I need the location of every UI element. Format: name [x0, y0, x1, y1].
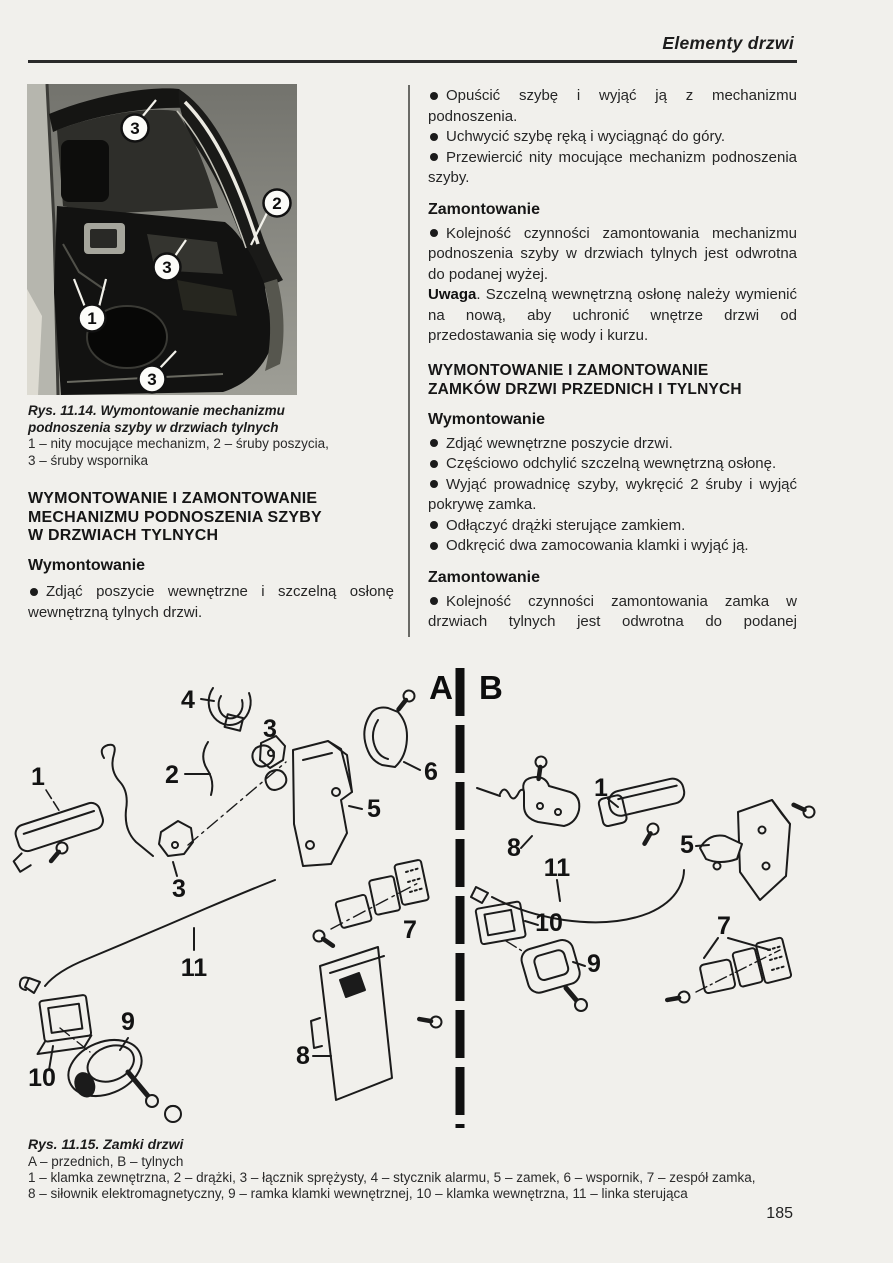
right-heading-line2: ZAMKÓW DRZWI PRZEDNICH I TYLNYCH: [428, 380, 742, 398]
left-section-heading: [28, 490, 404, 546]
label-a-4: 4: [181, 686, 195, 714]
label-a-7: 7: [403, 916, 417, 944]
section-a-art: [4, 688, 443, 1122]
label-b-11: 11: [543, 854, 571, 882]
fig-11-14-legend-line1: 1 – nity mocujące mechanizm, 2 – śruby poszycia,: [28, 436, 329, 451]
section-b-art: [471, 756, 816, 1011]
label-a-3-upper: 3: [263, 715, 277, 743]
section-label-b: B: [479, 669, 503, 706]
door-photo-art: [27, 84, 297, 395]
label-a-6: 6: [424, 758, 438, 786]
left-heading-line3: W DRZWIACH TYLNYCH: [28, 527, 219, 544]
install-bullet: Kolejność czynności zamontowania mechanizmu podnoszenia szyby w drzwiach tylnych jest odwrotna do podanej wyżej.: [428, 224, 797, 283]
left-heading-line2: MECHANIZMU PODNOSZENIA SZYBY: [28, 508, 322, 526]
callout-2-num: 2: [272, 194, 282, 213]
right-bullet-3: Przewiercić nity mocujące mechanizm podnoszenia szyby.: [428, 148, 797, 186]
bullet-icon: [430, 480, 438, 488]
label-a-5: 5: [367, 795, 381, 823]
callout-3-bottom-num: 3: [147, 370, 157, 389]
right-bullet-1: Opuścić szybę i wyjąć ją z mechanizmu podnoszenia.: [428, 87, 797, 125]
fig-11-15-legend-line1: 1 – klamka zewnętrzna, 2 – drążki, 3 – łącznik sprężysty, 4 – stycznik alarmu, 5 – zamek, 6 – wspornik, 7 – zespół zamka,: [28, 1170, 756, 1185]
note-label: Uwaga: [428, 286, 477, 303]
bullet-icon: [430, 521, 438, 529]
bullet-icon: [430, 460, 438, 468]
bullet-icon: [430, 597, 438, 605]
sub-heading-removal: Wymontowanie: [428, 410, 546, 428]
label-b-9: 9: [587, 950, 601, 978]
lock-diagram-art: [0, 655, 893, 1140]
note-paragraph: Uwaga. Szczelną wewnętrzną osłonę należy wymienić na nową, aby uchronić wnętrze drzwi od przedostawania się wody i kurzu.: [428, 286, 797, 344]
right-section-heading: [428, 361, 797, 399]
label-b-1: 1: [594, 774, 608, 802]
bullet-icon: [430, 133, 438, 141]
bullet-icon: [430, 439, 438, 447]
callout-1-num: 1: [87, 309, 97, 328]
left-sub-heading: Wymontowanie: [28, 557, 146, 574]
sub-heading-install: Zamontowanie: [428, 200, 541, 218]
fig-11-14-caption-line2: podnoszenia szyby w drzwiach tylnych: [28, 419, 279, 435]
label-a-1: 1: [31, 763, 45, 791]
label-a-8: 8: [296, 1042, 310, 1070]
right-bullet-2: Uchwycić szybę ręką i wyciągnąć do góry.: [428, 127, 797, 148]
callout-3-mid-num: 3: [162, 258, 172, 277]
removal-bullet-2: Częściowo odchylić szczelną wewnętrzną osłonę.: [428, 454, 797, 475]
bullet-icon: [430, 92, 438, 100]
fig-11-14-caption-line1: Rys. 11.14. Wymontowanie mechanizmu: [28, 403, 285, 418]
right-column: [428, 86, 797, 633]
label-b-5: 5: [680, 831, 694, 859]
bullet-icon: [430, 229, 438, 237]
label-b-10: 10: [535, 909, 563, 937]
column-divider-rule: [408, 85, 410, 637]
bullet-icon: [430, 153, 438, 161]
removal-bullet-3: Wyjąć prowadnicę szyby, wykręcić 2 śruby i wyjąć pokrywę zamka.: [428, 475, 797, 513]
label-b-7: 7: [717, 912, 731, 940]
label-a-10: 10: [28, 1064, 56, 1092]
figure-11-15-diagram: [0, 655, 893, 1140]
page-number: 185: [766, 1205, 793, 1222]
right-heading-line1: WYMONTOWANIE I ZAMONTOWANIE: [428, 361, 709, 379]
label-a-9: 9: [121, 1008, 135, 1036]
removal-bullet-1: Zdjąć wewnętrzne poszycie drzwi.: [428, 434, 797, 455]
figure-11-14-photo: [27, 84, 297, 395]
bullet-icon: [30, 588, 38, 596]
callout-3-top-num: 3: [130, 119, 140, 138]
header-rule: [28, 60, 797, 63]
left-heading-line1: WYMONTOWANIE I ZAMONTOWANIE: [28, 490, 318, 507]
removal-bullet-4: Odłączyć drążki sterujące zamkiem.: [428, 516, 797, 537]
left-bullet-1: Zdjąć poszycie wewnętrzne i szczelną osłonę wewnętrzną tylnych drzwi.: [28, 583, 394, 621]
bullet-icon: [430, 542, 438, 550]
install-2-bullet: Kolejność czynności zamontowania zamka w drzwiach tylnych jest odwrotna do podanej: [428, 592, 797, 630]
label-a-11: 11: [180, 954, 208, 982]
removal-bullet-5: Odkręcić dwa zamocowania klamki i wyjąć ją.: [428, 536, 797, 557]
label-a-2: 2: [165, 761, 179, 789]
label-a-3-lower: 3: [172, 875, 186, 903]
label-b-8: 8: [507, 834, 521, 862]
sub-heading-install-2: Zamontowanie: [428, 568, 541, 586]
fig-11-15-caption-title: Rys. 11.15. Zamki drzwi: [28, 1136, 184, 1152]
figure-11-14-caption: [28, 403, 394, 469]
page-header-title: Elementy drzwi: [662, 33, 794, 53]
section-label-a: A: [429, 669, 453, 706]
fig-11-15-caption-ab: A – przednich, B – tylnych: [28, 1154, 184, 1169]
fig-11-14-legend-line2: 3 – śruby wspornika: [28, 452, 149, 468]
fig-11-15-legend-line2: 8 – siłownik elektromagnetyczny, 9 – ramka klamki wewnętrznej, 10 – klamka wewnętrzna, 11 – linka sterująca: [28, 1186, 688, 1201]
